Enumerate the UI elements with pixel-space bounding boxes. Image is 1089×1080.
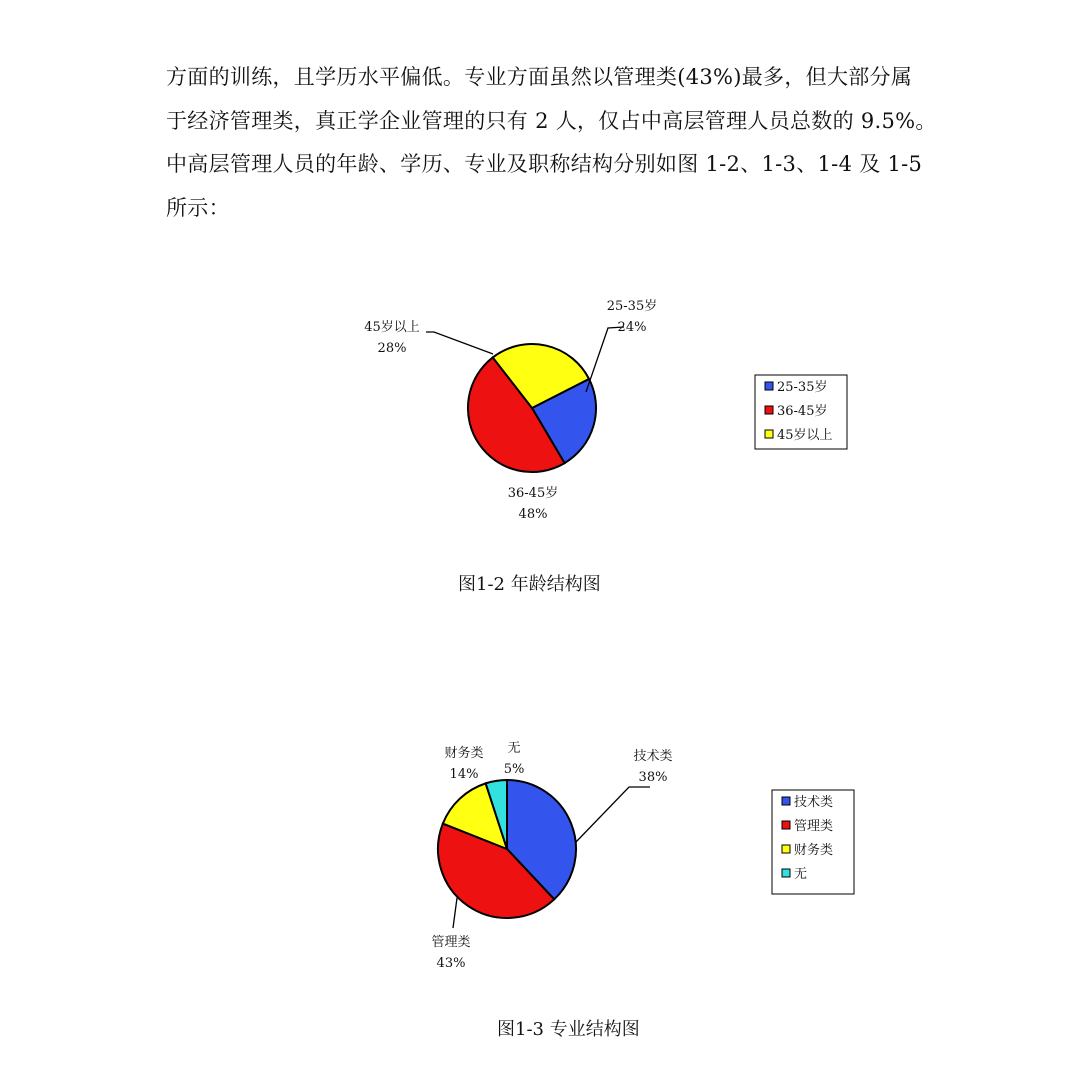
legend-label: 36-45岁 [777, 404, 828, 419]
legend-swatch [765, 406, 773, 414]
slice-name-label: 25-35岁 [606, 299, 658, 314]
paragraph-line: 于经济管理类，真正学企业管理的只有 2 人，仅占中高层管理人员总数的 9.5%。 [166, 109, 937, 133]
legend-label: 财务类 [794, 843, 834, 858]
figure-caption-major: 图1-3 专业结构图 [497, 1019, 640, 1040]
legend-swatch [782, 845, 790, 853]
figure-caption-age: 图1-2 年龄结构图 [458, 574, 601, 595]
slice-value-label: 24% [617, 320, 647, 335]
slice-name-label: 技术类 [633, 749, 673, 764]
slice-name-label: 财务类 [444, 746, 484, 761]
leader-line [453, 898, 457, 928]
leader-line [586, 327, 624, 392]
paragraph-line: 中高层管理人员的年龄、学历、专业及职称结构分别如图 1-2、1-3、1-4 及 1-5 [166, 152, 923, 176]
paragraph-line: 方面的训练，且学历水平偏低。专业方面虽然以管理类(43%)最多，但大部分属 [166, 65, 913, 89]
slice-name-label: 45岁以上 [364, 320, 420, 335]
legend-label: 技术类 [794, 795, 834, 810]
slice-value-label: 48% [518, 507, 548, 522]
slice-value-label: 38% [638, 770, 668, 785]
legend-swatch [765, 430, 773, 438]
slice-value-label: 14% [449, 767, 479, 782]
legend-label: 无 [794, 867, 808, 882]
slice-name-label: 36-45岁 [507, 486, 559, 501]
legend-swatch [782, 869, 790, 877]
slice-value-label: 28% [377, 341, 407, 356]
legend-label: 45岁以上 [777, 428, 833, 443]
legend-swatch [765, 382, 773, 390]
slice-name-label: 管理类 [431, 935, 471, 950]
leader-line [576, 787, 650, 842]
paragraph-line: 所示： [166, 196, 230, 220]
legend-swatch [782, 797, 790, 805]
legend-label: 25-35岁 [777, 380, 828, 395]
slice-name-label: 无 [507, 741, 521, 756]
leader-line [426, 332, 493, 354]
legend-swatch [782, 821, 790, 829]
legend-label: 管理类 [794, 819, 834, 834]
slice-value-label: 43% [436, 956, 466, 971]
slice-value-label: 5% [503, 762, 525, 777]
